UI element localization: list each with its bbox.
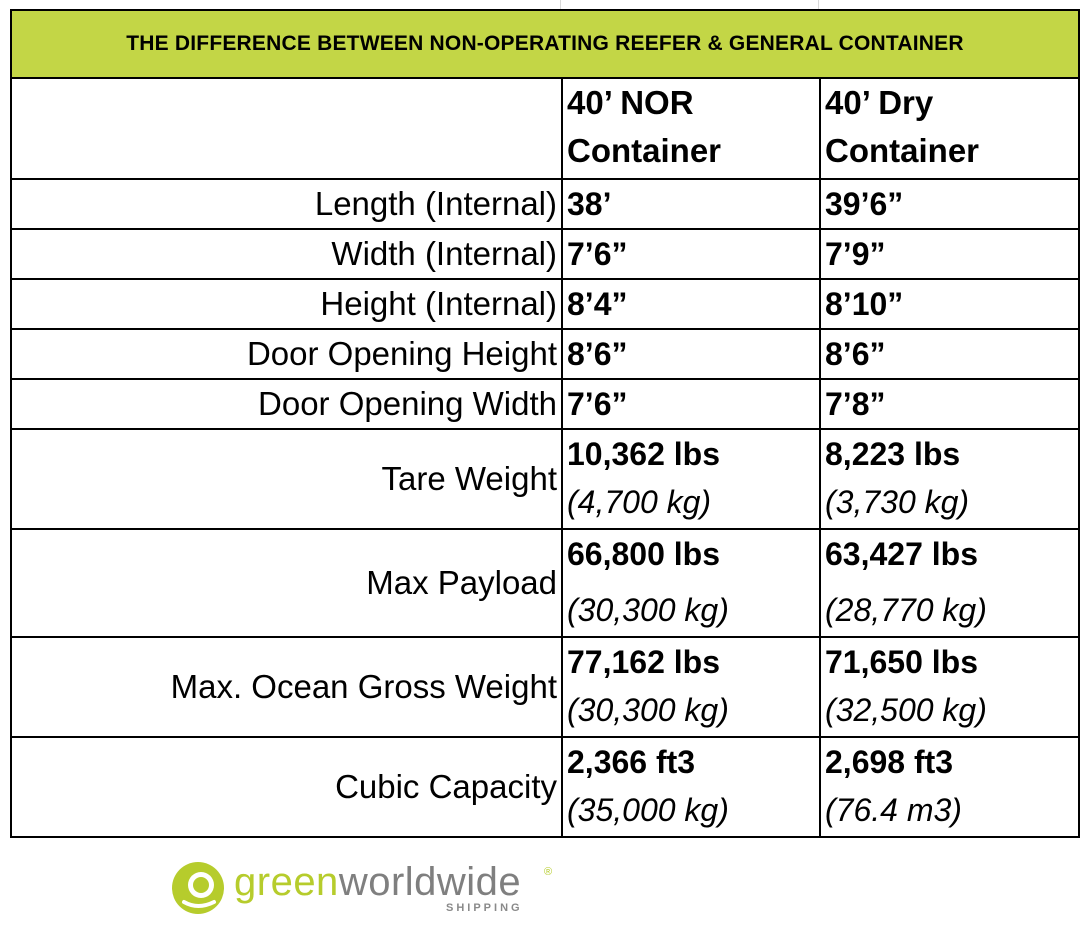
table-row — [11, 329, 1079, 379]
table-row — [11, 229, 1079, 279]
row-label: Door Opening Width — [11, 379, 562, 429]
nor-value-sub: (4,700 kg) — [567, 484, 712, 520]
row-label: Length (Internal) — [11, 179, 562, 229]
row-label: Cubic Capacity — [11, 737, 562, 837]
nor-value-main: 77,162 lbs — [567, 644, 720, 680]
title-row — [11, 10, 1079, 78]
logo-word-gray: worldwide — [338, 860, 522, 904]
dry-value-sub: (3,730 kg) — [825, 484, 970, 520]
dry-value: 8’6” — [820, 329, 1079, 379]
nor-value-main: 66,800 lbs — [567, 536, 720, 572]
nor-value — [562, 429, 820, 529]
nor-value-main: 10,362 lbs — [567, 436, 720, 472]
dry-value: 39’6” — [820, 179, 1079, 229]
nor-value-sub: (30,300 kg) — [567, 692, 729, 728]
nor-value: 7’6” — [562, 379, 820, 429]
dry-value-sub: (32,500 kg) — [825, 692, 987, 728]
logo-word-green: green — [234, 860, 339, 904]
dry-value-main: 63,427 lbs — [825, 536, 978, 572]
dry-value — [820, 529, 1079, 637]
nor-value: 8’6” — [562, 329, 820, 379]
dry-value: 7’8” — [820, 379, 1079, 429]
dry-value-main: 8,223 lbs — [825, 436, 961, 472]
nor-value — [562, 637, 820, 737]
table-row — [11, 737, 1079, 837]
table-row — [11, 379, 1079, 429]
row-label: Door Opening Height — [11, 329, 562, 379]
header-label-cell — [11, 78, 562, 179]
green-worldwide-logo — [170, 858, 570, 918]
nor-value-main: 2,366 ft3 — [567, 744, 696, 780]
row-label: Height (Internal) — [11, 279, 562, 329]
dry-value — [820, 737, 1079, 837]
nor-value — [562, 737, 820, 837]
table-row — [11, 279, 1079, 329]
dry-value — [820, 429, 1079, 529]
nor-value: 38’ — [562, 179, 820, 229]
dry-value: 8’10” — [820, 279, 1079, 329]
logo-subtitle: SHIPPING — [446, 902, 523, 914]
dry-value-sub: (28,770 kg) — [825, 592, 987, 628]
dry-value-main: 71,650 lbs — [825, 644, 978, 680]
nor-value: 8’4” — [562, 279, 820, 329]
column-header-row — [11, 78, 1079, 179]
dry-value: 7’9” — [820, 229, 1079, 279]
nor-value-sub: (30,300 kg) — [567, 592, 729, 628]
nor-value-sub: (35,000 kg) — [567, 792, 729, 828]
row-label: Max Payload — [11, 529, 562, 637]
row-label: Width (Internal) — [11, 229, 562, 279]
dry-value-main: 2,698 ft3 — [825, 744, 954, 780]
header-nor-container: 40’ NOR Container — [562, 78, 820, 179]
nor-value — [562, 529, 820, 637]
table-row — [11, 529, 1079, 637]
table-row — [11, 637, 1079, 737]
header-dry-container: 40’ Dry Container — [820, 78, 1079, 179]
table-title: THE DIFFERENCE BETWEEN NON-OPERATING REEFER & GENERAL CONTAINER — [11, 10, 1079, 78]
table-row — [11, 429, 1079, 529]
globe-logo-icon — [170, 858, 230, 918]
dry-value — [820, 637, 1079, 737]
nor-value: 7’6” — [562, 229, 820, 279]
dry-value-sub: (76.4 m3) — [825, 792, 962, 828]
logo-wordmark — [234, 860, 521, 904]
table-row — [11, 179, 1079, 229]
comparison-table — [10, 9, 1080, 838]
row-label: Tare Weight — [11, 429, 562, 529]
row-label: Max. Ocean Gross Weight — [11, 637, 562, 737]
registered-mark: ® — [544, 866, 553, 878]
